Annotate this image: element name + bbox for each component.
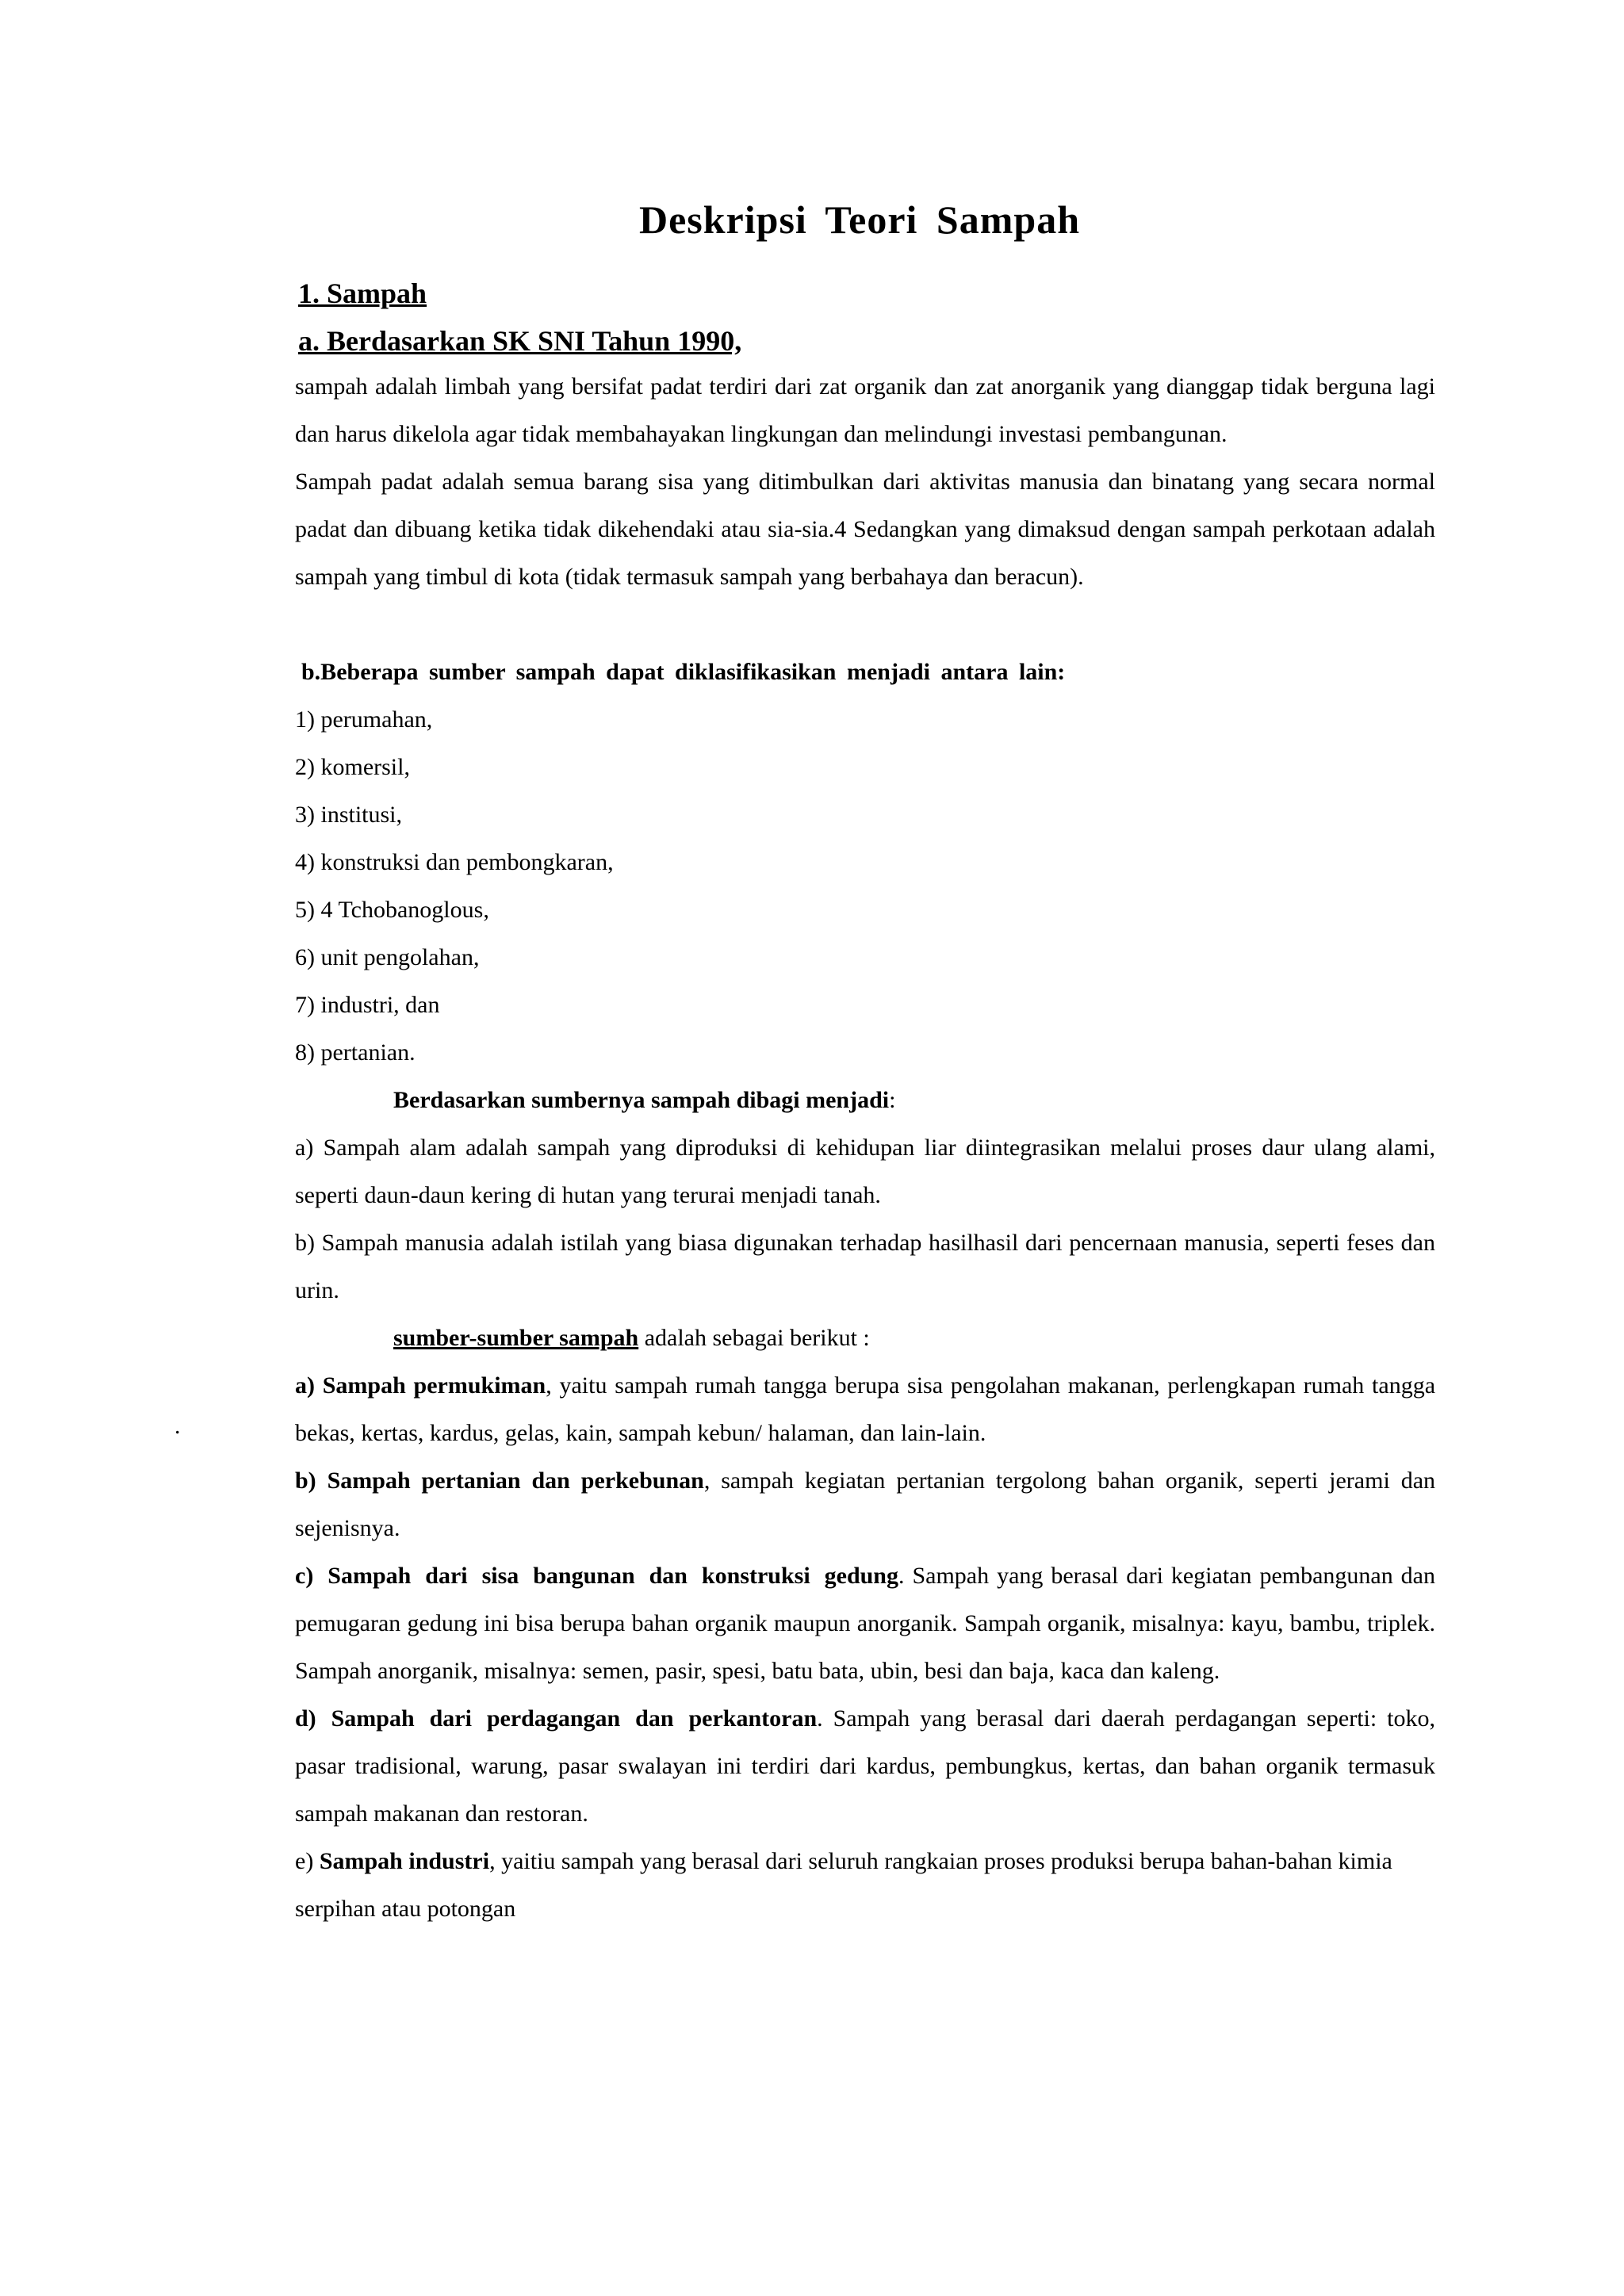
by-source-heading-colon: :: [889, 1087, 896, 1113]
item-prefix: e): [295, 1848, 320, 1874]
by-source-heading-text: Berdasarkan sumbernya sampah dibagi menjadi: [393, 1087, 890, 1113]
subsection-heading-a: a. Berdasarkan SK SNI Tahun 1990,: [298, 325, 742, 357]
item-construction-waste: [295, 1552, 1435, 1695]
item-text: , yaitiu sampah yang berasal dari seluruh rangkaian proses produksi berupa bahan-bahan kimia serpihan atau potongan: [295, 1848, 1392, 1922]
item-commercial-waste: [295, 1695, 1435, 1838]
paragraph-definition: sampah adalah limbah yang bersifat padat terdiri dari zat organik dan zat anorganik yang dianggap tidak berguna lagi dan harus dikelola agar tidak membahayakan lingkungan dan melindungi investasi pembangunan.: [295, 373, 1435, 447]
paragraph-human-waste: b) Sampah manusia adalah istilah yang biasa digunakan terhadap hasilhasil dari pencernaan manusia, seperti feses dan urin.: [295, 1230, 1435, 1303]
document-body: [295, 268, 1435, 1933]
item-text: , sampah kegiatan pertanian tergolong bahan organik, seperti jerami dan sejenisnya.: [295, 1468, 1436, 1541]
sources-heading: [295, 1314, 1435, 1362]
list-item: 3) institusi,: [295, 802, 403, 828]
source-list: [295, 696, 1435, 1077]
subsection-heading-b: b.Beberapa sumber sampah dapat diklasifikasikan menjadi antara lain:: [301, 659, 1066, 685]
item-label: Sampah industri: [319, 1848, 490, 1874]
document-title: Deskripsi Teori Sampah: [638, 197, 1080, 242]
paragraph-natural-waste: a) Sampah alam adalah sampah yang diproduksi di kehidupan liar diintegrasikan melalui proses daur ulang alami, seperti daun-daun kering di hutan yang terurai menjadi tanah.: [295, 1135, 1435, 1208]
sources-heading-tail: adalah sebagai berikut :: [638, 1325, 870, 1351]
item-text: . Sampah yang berasal dari kegiatan pembangunan dan pemugaran gedung ini bisa berupa bahan organik maupun anorganik. Sampah organik, misalnya: kayu, bambu, triplek. Sampah anorganik, misalnya: semen, pasir, spesi, batu bata, ubin, besi dan baja, kaca dan kaleng.: [295, 1563, 1435, 1684]
paragraph-solid-waste: Sampah padat adalah semua barang sisa yang ditimbulkan dari aktivitas manusia dan binatang yang secara normal padat dan dibuang ketika tidak dikehendaki atau sia-sia.4 Sedangkan yang dimaksud dengan sampah perkotaan adalah sampah yang timbul di kota (tidak termasuk sampah yang berbahaya dan beracun).: [295, 469, 1435, 590]
list-item: 6) unit pengolahan,: [295, 944, 480, 970]
list-item: 4) konstruksi dan pembongkaran,: [295, 849, 614, 875]
item-label: d) Sampah dari perdagangan dan perkantoran: [295, 1705, 818, 1732]
section-heading-sampah: 1. Sampah: [298, 277, 427, 309]
item-text: . Sampah yang berasal dari daerah perdagangan seperti: toko, pasar tradisional, warung, pasar swalayan ini terdiri dari kardus, pembungkus, kertas, dan bahan organik termasuk sampah makanan dan restoran.: [295, 1705, 1435, 1827]
list-item: 7) industri, dan: [295, 992, 440, 1018]
item-industrial-waste: [295, 1838, 1435, 1933]
item-label: c) Sampah dari sisa bangunan dan konstruksi gedung: [295, 1563, 898, 1589]
item-text: , yaitu sampah rumah tangga berupa sisa pengolahan makanan, perlengkapan rumah tangga bekas, kertas, kardus, gelas, kain, sampah kebun/ halaman, dan lain-lain.: [295, 1372, 1436, 1446]
margin-dot: .: [174, 1413, 181, 1439]
by-source-heading: [295, 1077, 1435, 1124]
sources-heading-text: sumber-sumber sampah: [393, 1325, 639, 1351]
list-item: 1) perumahan,: [295, 706, 433, 733]
spacer: [295, 601, 1435, 649]
list-item: 2) komersil,: [295, 754, 410, 780]
item-label: b) Sampah pertanian dan perkebunan: [295, 1468, 704, 1494]
item-label: a) Sampah permukiman: [295, 1372, 546, 1399]
list-item: 5) 4 Tchobanoglous,: [295, 897, 489, 923]
item-residential-waste: [295, 1362, 1435, 1457]
list-item: 8) pertanian.: [295, 1039, 416, 1066]
item-agricultural-waste: [295, 1457, 1435, 1552]
